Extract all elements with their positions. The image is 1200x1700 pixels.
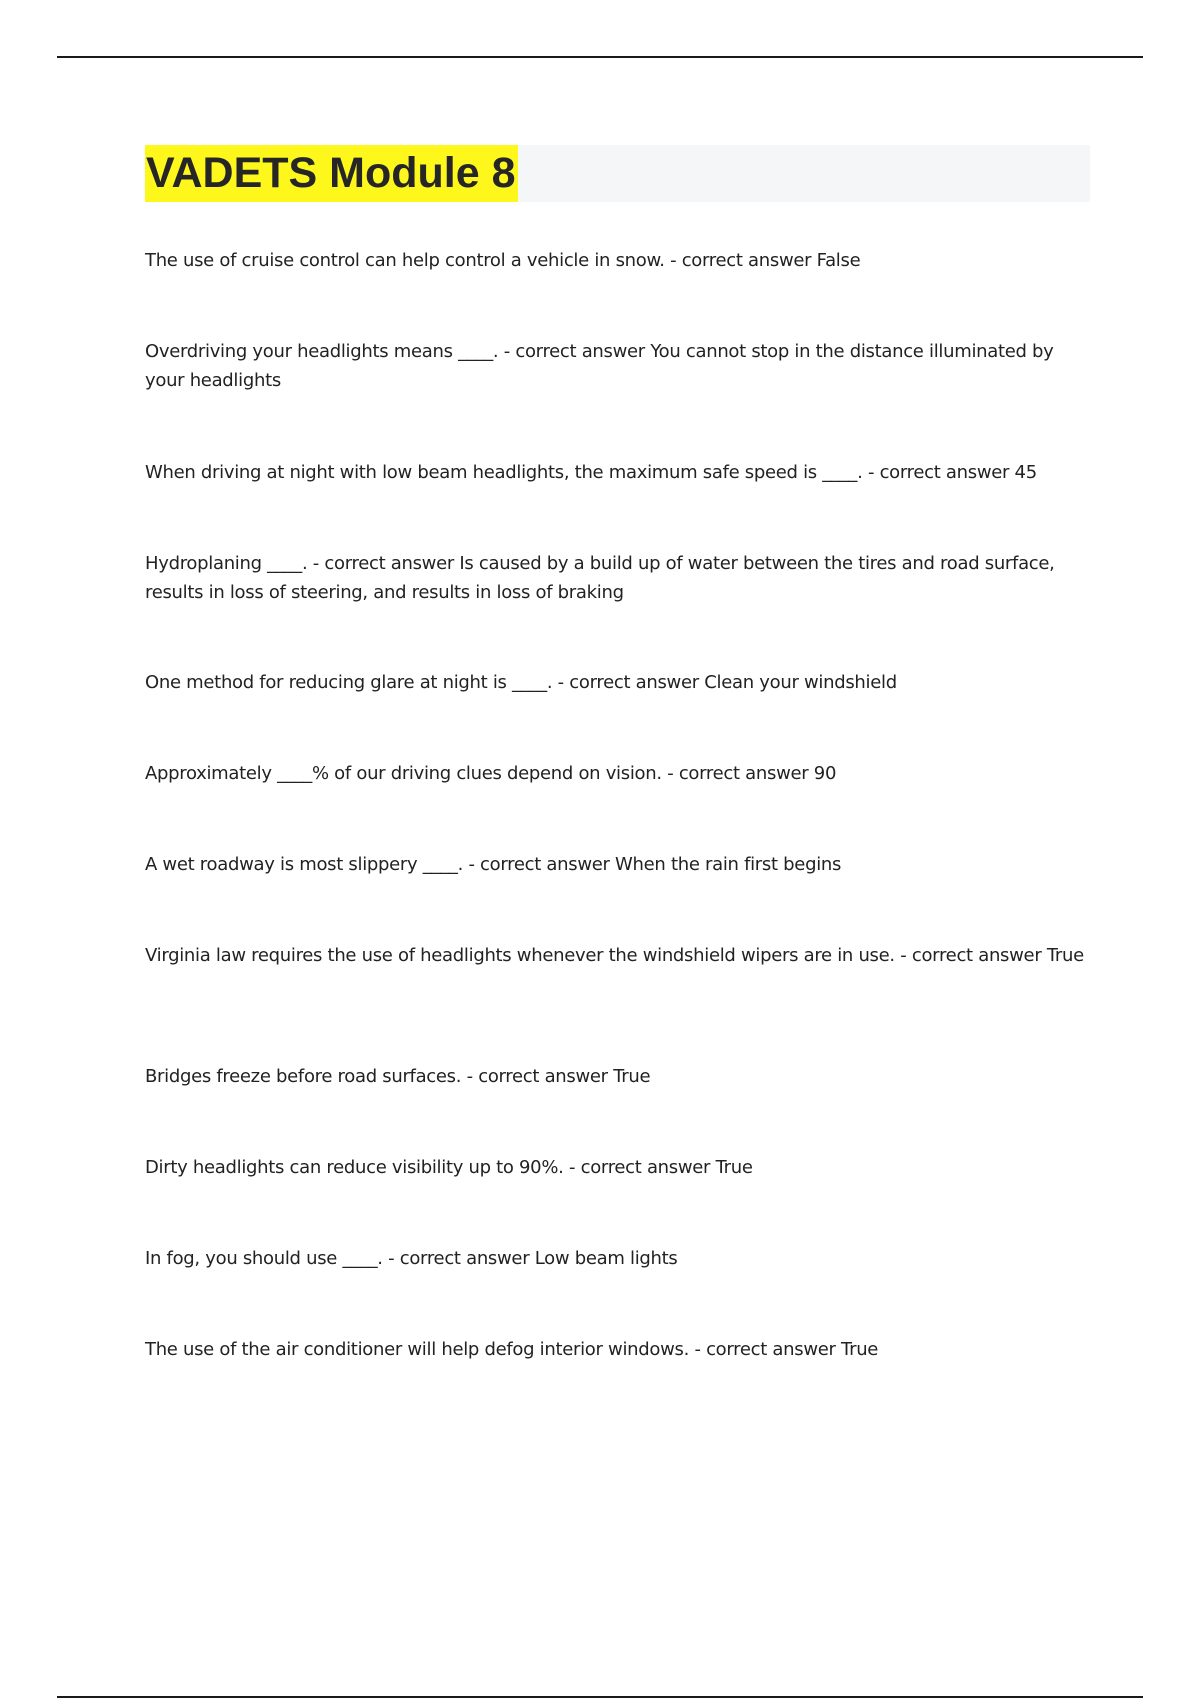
question-item-2: Overdriving your headlights means ____. - correct answer You cannot stop in the distance illuminated by your headlights: [145, 341, 1054, 391]
title-bar: [145, 145, 1090, 202]
question-item-5: One method for reducing glare at night is ____. - correct answer Clean your windshield: [145, 672, 897, 693]
question-item-12: The use of the air conditioner will help defog interior windows. - correct answer True: [145, 1339, 879, 1360]
question-item-4: Hydroplaning ____. - correct answer Is caused by a build up of water between the tires and road surface, results in loss of steering, and results in loss of braking: [145, 553, 1055, 603]
question-item-10: Dirty headlights can reduce visibility up to 90%. - correct answer True: [145, 1157, 753, 1178]
bottom-rule: [57, 1696, 1143, 1698]
top-rule: [57, 56, 1143, 58]
question-item-8: Virginia law requires the use of headlights whenever the windshield wipers are in use. - correct answer True: [145, 945, 1084, 966]
question-item-3: When driving at night with low beam headlights, the maximum safe speed is ____. - correct answer 45: [145, 462, 1037, 483]
question-item-6: Approximately ____% of our driving clues depend on vision. - correct answer 90: [145, 763, 837, 784]
question-item-1: The use of cruise control can help control a vehicle in snow. - correct answer False: [145, 250, 861, 271]
document-title: VADETS Module 8: [145, 145, 518, 202]
question-item-11: In fog, you should use ____. - correct answer Low beam lights: [145, 1248, 678, 1269]
question-item-7: A wet roadway is most slippery ____. - correct answer When the rain first begins: [145, 854, 842, 875]
question-item-9: Bridges freeze before road surfaces. - correct answer True: [145, 1066, 651, 1087]
